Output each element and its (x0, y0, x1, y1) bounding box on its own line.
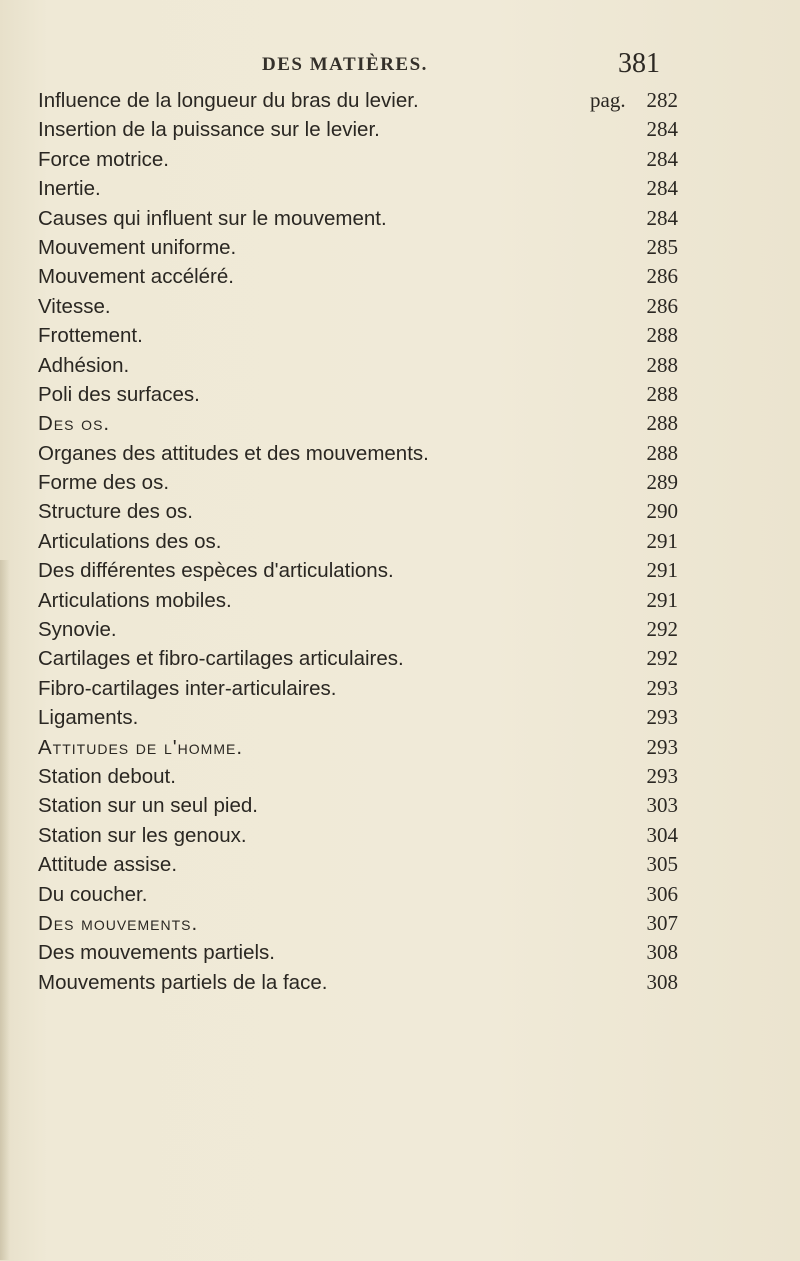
toc-section-row (38, 733, 678, 762)
toc-section-row (38, 909, 678, 938)
toc-page-number: 286 (646, 293, 678, 318)
toc-row (38, 703, 678, 732)
toc-page-number: 288 (646, 323, 678, 348)
toc-row (38, 380, 678, 409)
toc-page-number: 284 (646, 146, 678, 171)
toc-entry: Mouvement accéléré. (38, 265, 234, 289)
toc-entry: Structure des os. (38, 500, 193, 524)
toc-section-heading: Attitudes de l'homme. (38, 735, 244, 759)
toc-row (38, 233, 678, 262)
toc-row (38, 674, 678, 703)
toc-entry: Station sur les genoux. (38, 823, 247, 847)
toc-entry: Attitude assise. (38, 853, 178, 877)
toc-page-number: 288 (646, 352, 678, 377)
toc-page-number: 303 (646, 793, 678, 818)
toc-page-number: 289 (646, 470, 678, 495)
toc-section-heading: Des mouvements. (38, 911, 199, 935)
toc-row (38, 850, 678, 879)
table-of-contents (38, 86, 678, 997)
toc-row (38, 527, 678, 556)
toc-entry: Cartilages et fibro-cartilages articulaires. (38, 647, 404, 671)
toc-page-number: 282 (646, 88, 678, 112)
toc-entry: Synovie. (38, 618, 117, 642)
page-gutter-shadow (0, 560, 10, 1260)
toc-entry: Articulations mobiles. (38, 588, 232, 612)
toc-row (38, 615, 678, 644)
toc-page-number: 305 (646, 852, 678, 877)
toc-row (38, 145, 678, 174)
toc-page-number: 291 (646, 587, 678, 612)
running-title: DES MATIÈRES. (262, 54, 428, 75)
toc-page-number: 293 (646, 705, 678, 730)
toc-page-number: 292 (646, 646, 678, 671)
toc-row (38, 292, 678, 321)
toc-entry: Mouvement uniforme. (38, 235, 237, 259)
toc-row (38, 439, 678, 468)
toc-entry: Vitesse. (38, 294, 111, 318)
pag-label: pag. (590, 88, 626, 112)
toc-page-number: 285 (646, 234, 678, 259)
toc-entry: Fibro-cartilages inter-articulaires. (38, 676, 337, 700)
toc-entry: Des différentes espèces d'articulations. (38, 559, 394, 583)
toc-entry: Forme des os. (38, 471, 170, 495)
toc-entry: Influence de la longueur du bras du levier. (38, 89, 419, 112)
toc-page-number: 290 (646, 499, 678, 524)
toc-row (38, 86, 678, 115)
toc-page-number: 308 (646, 940, 678, 965)
toc-row (38, 791, 678, 820)
toc-entry: Poli des surfaces. (38, 382, 200, 406)
toc-row (38, 174, 678, 203)
toc-row (38, 262, 678, 291)
toc-page-number: 293 (646, 734, 678, 759)
toc-page-number: 284 (646, 205, 678, 230)
toc-section-row (38, 409, 678, 438)
toc-row (38, 468, 678, 497)
toc-row (38, 351, 678, 380)
toc-page-number: 288 (646, 411, 678, 436)
toc-page-number: 291 (646, 558, 678, 583)
toc-row (38, 938, 678, 967)
toc-entry: Causes qui influent sur le mouvement. (38, 206, 387, 230)
toc-row (38, 586, 678, 615)
toc-row (38, 880, 678, 909)
toc-page-number: 291 (646, 528, 678, 553)
toc-row (38, 321, 678, 350)
toc-row (38, 204, 678, 233)
toc-entry: Organes des attitudes et des mouvements. (38, 441, 429, 465)
toc-row (38, 821, 678, 850)
toc-entry: Insertion de la puissance sur le levier. (38, 118, 380, 142)
toc-page-number: 308 (646, 969, 678, 994)
page-header (0, 48, 800, 88)
toc-row (38, 762, 678, 791)
toc-entry: Station debout. (38, 764, 176, 788)
page-number: 381 (618, 48, 660, 79)
toc-entry: Frottement. (38, 324, 143, 348)
toc-page-number: 284 (646, 176, 678, 201)
toc-row (38, 556, 678, 585)
toc-page-number: 286 (646, 264, 678, 289)
toc-page-number: 293 (646, 763, 678, 788)
toc-entry: Articulations des os. (38, 529, 222, 553)
toc-page-number: 284 (646, 117, 678, 142)
toc-entry: Du coucher. (38, 882, 148, 906)
toc-page-number: 306 (646, 881, 678, 906)
toc-page-number: 307 (646, 910, 678, 935)
toc-entry: Inertie. (38, 177, 101, 201)
toc-row (38, 644, 678, 673)
toc-entry: Force motrice. (38, 147, 169, 171)
toc-page-number: 304 (646, 822, 678, 847)
toc-section-heading: Des os. (38, 412, 111, 436)
toc-entry: Ligaments. (38, 706, 139, 730)
toc-page-number: 293 (646, 675, 678, 700)
toc-row (38, 115, 678, 144)
toc-entry: Adhésion. (38, 353, 130, 377)
toc-page-number: 292 (646, 617, 678, 642)
toc-entry: Mouvements partiels de la face. (38, 970, 328, 994)
toc-row (38, 968, 678, 997)
toc-entry: Des mouvements partiels. (38, 941, 275, 965)
toc-row (38, 497, 678, 526)
toc-entry: Station sur un seul pied. (38, 794, 258, 818)
toc-page-number: 288 (646, 381, 678, 406)
toc-page-number: 288 (646, 440, 678, 465)
